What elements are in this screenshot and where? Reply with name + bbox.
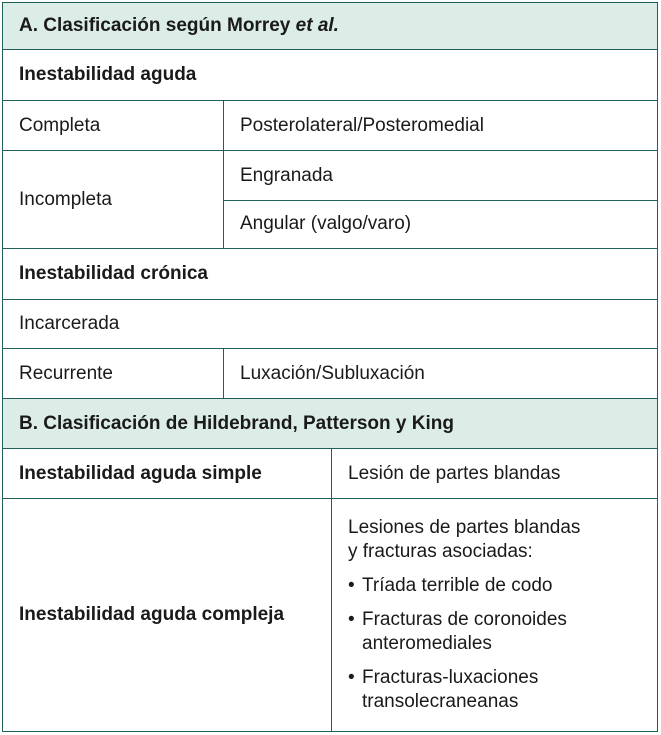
section-b-title: B. Clasificación de Hildebrand, Patterson y King xyxy=(19,412,454,434)
section-a-header xyxy=(3,3,657,50)
recurrente-row xyxy=(3,349,657,399)
bullet-mark: • xyxy=(348,609,355,630)
completa-value: Posterolateral/Posteromedial xyxy=(223,101,657,150)
incompleta-value-engranada: Engranada xyxy=(223,151,657,200)
simple-label: Inestabilidad aguda simple xyxy=(19,462,262,484)
chronic-heading: Inestabilidad crónica xyxy=(19,263,208,284)
classification-table xyxy=(2,2,658,732)
list-item-line2: transolecraneanas xyxy=(362,691,519,712)
compleja-row xyxy=(3,499,657,731)
completa-row xyxy=(3,101,657,151)
compleja-label: Inestabilidad aguda compleja xyxy=(19,604,285,625)
simple-value: Lesión de partes blandas xyxy=(331,449,657,498)
recurrente-label: Recurrente xyxy=(19,362,113,384)
bullet-mark: • xyxy=(348,575,355,596)
section-a-title: A. Clasificación según Morrey xyxy=(19,15,296,36)
list-item-line1: Fracturas-luxaciones xyxy=(362,667,539,688)
acute-heading-row xyxy=(3,50,657,101)
list-item xyxy=(348,574,552,598)
completa-label: Completa xyxy=(19,114,101,136)
compleja-value xyxy=(331,499,657,731)
list-item-line1: Fracturas de coronoides xyxy=(362,609,567,630)
incarcerada-row xyxy=(3,300,657,349)
list-item-line2: anteromediales xyxy=(362,633,492,654)
incompleta-label: Incompleta xyxy=(19,188,112,210)
chronic-heading-row xyxy=(3,249,657,300)
list-item xyxy=(348,608,567,656)
simple-row xyxy=(3,449,657,499)
section-a-title-italic: et al. xyxy=(295,15,339,36)
list-item-line1: Tríada terrible de codo xyxy=(362,575,553,596)
bullet-mark: • xyxy=(348,667,355,688)
incompleta-row xyxy=(3,151,657,249)
compleja-intro-line2: y fracturas asociadas: xyxy=(348,541,533,562)
incompleta-value-angular: Angular (valgo/varo) xyxy=(223,200,657,248)
section-b-header xyxy=(3,399,657,449)
incarcerada-label: Incarcerada xyxy=(19,313,120,334)
acute-heading: Inestabilidad aguda xyxy=(19,64,197,85)
recurrente-value: Luxación/Subluxación xyxy=(223,349,657,398)
compleja-intro-line1: Lesiones de partes blandas xyxy=(348,517,581,538)
list-item xyxy=(348,666,538,714)
